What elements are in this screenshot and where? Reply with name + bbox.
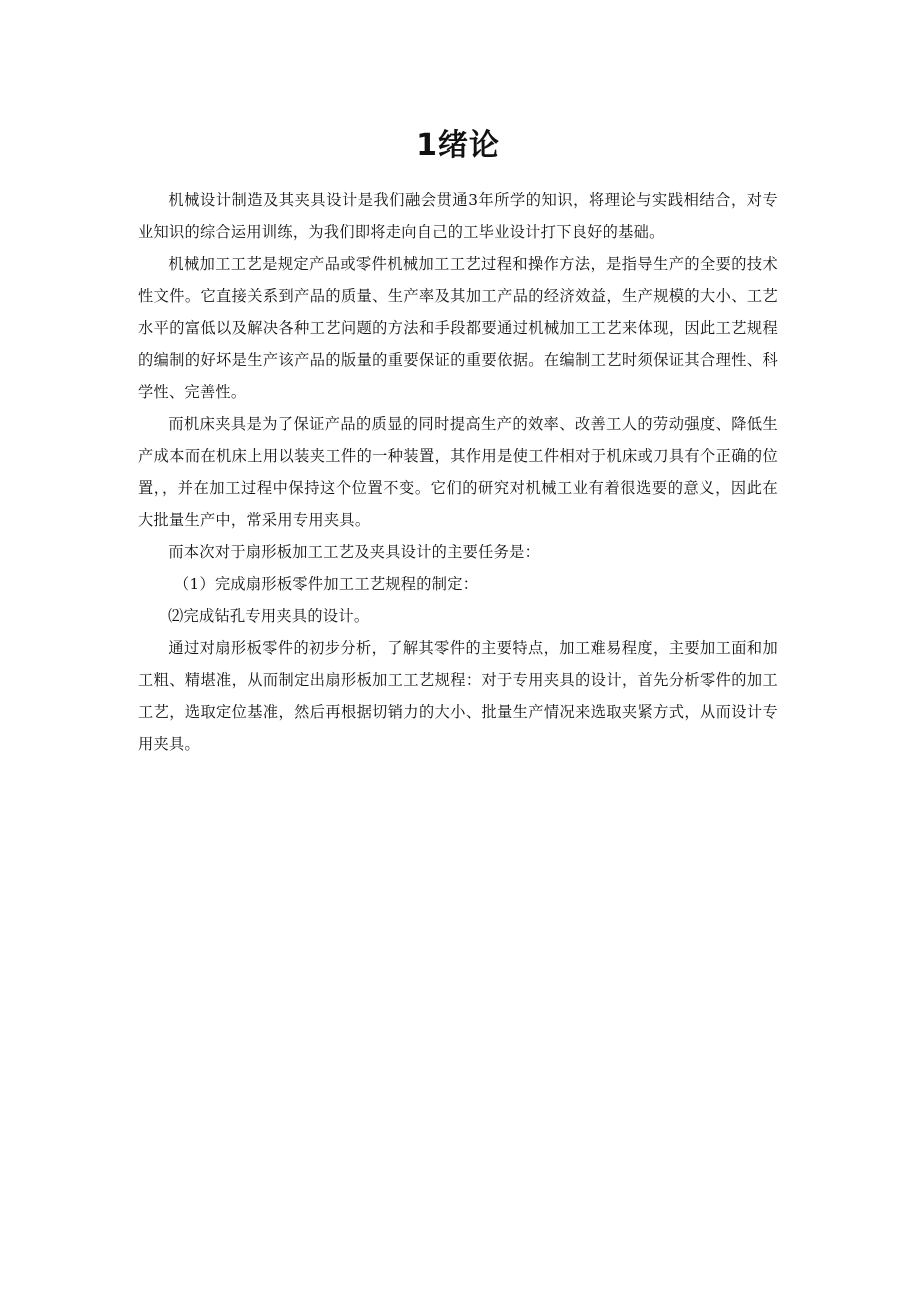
paragraph-tasks: 而本次对于扇形板加工工艺及夹具设计的主要任务是： [168, 543, 541, 561]
paragraph-process: 机械加工工艺是规定产品或零件机械加工工艺过程和操作方法，是指导生产的全要的技术性文件。它直接关系到产品的质量、生产率及其加工产品的经济效益，生产规模的大小、工艺水平的富低以及解决各种工艺问题的方法和手段都要通过机械加工工艺来体现，因此工艺规程的编制的好坏是生产该产品的版量的重要保证的重要依据。在编制工艺时须保证其合理性、科学性、完善性。 [138, 255, 778, 401]
paragraph-closing: 通过对扇形板零件的初步分析，了解其零件的主要特点，加工难易程度，主要加工面和加工粗、精堪准，从而制定出扇形板加工工艺规程：对于专用夹具的设计，首先分析零件的加工工艺，选取定位基准，然后再根据切销力的大小、批量生产情况来选取夹紧方式，从而设计专用夹具。 [138, 639, 778, 753]
document-body [138, 126, 778, 760]
chapter-title: 1绪论 [416, 128, 500, 163]
paragraph-intro: 机械设计制造及其夹具设计是我们融会贯通3年所学的知识，将理论与实践相结合，对专业知识的综合运用训练，为我们即将走向自己的工毕业设计打下良好的基础。 [138, 191, 778, 241]
task-list-item-1: （1）完成扇形板零件加工工艺规程的制定： [174, 575, 479, 593]
paragraph-fixture: 而机床夹具是为了保证产品的质显的同时提高生产的效率、改善工人的劳动强度、降低生产成本而在机床上用以装夹工件的一种装置，其作用是使工件相对于机床或刀具有个正确的位置，，并在加工过程中保持这个位置不变。它们的研究对机械工业有着很选要的意义，因此在大批量生产中，常采用专用夹具。 [138, 415, 778, 529]
task-list-item-2: ⑵完成钻孔专用夹具的设计。 [168, 607, 370, 625]
